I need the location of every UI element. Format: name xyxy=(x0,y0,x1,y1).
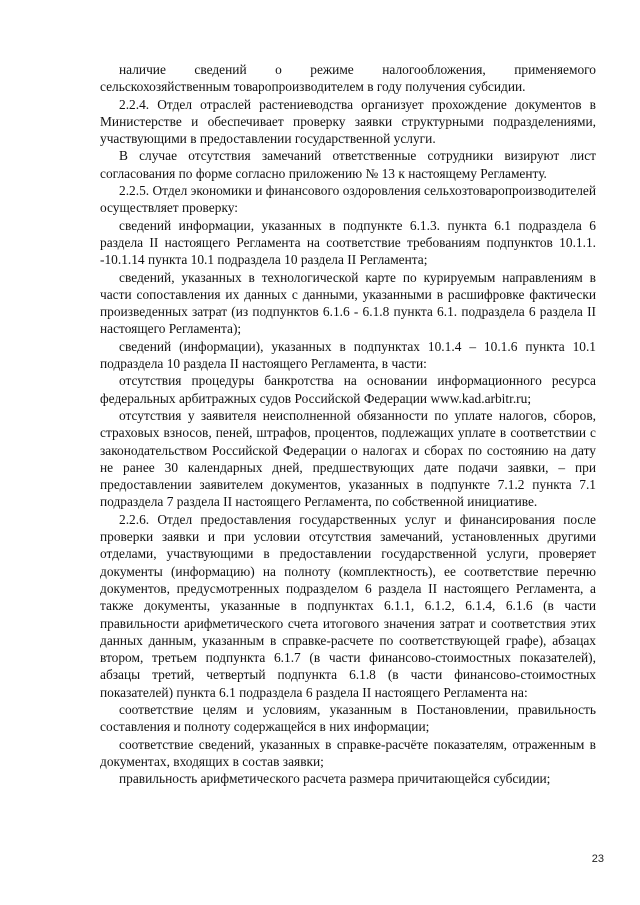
paragraph-approval-sheet: В случае отсутствия замечаний ответственные сотрудники визируют лист согласования по форме согласно приложению № 13 к настоящему Регламенту. xyxy=(100,148,596,181)
paragraph-tax-debt: отсутствия у заявителя неисполненной обязанности по уплате налогов, сборов, страховых взносов, пеней, штрафов, процентов, подлежащих уплате в соответствии с законодательством Российской Федерации о налогах и сборах по состоянию на дату не ранее 30 календарных дней, предшествующих дате подачи заявки, – при предоставлении заявителем документов, указанных в подпункте 7.1.2 пункта 7.1 подраздела 7 раздела II настоящего Регламента, по собственной инициативе. xyxy=(100,407,596,510)
document-page xyxy=(100,61,596,787)
paragraph-2-2-6: 2.2.6. Отдел предоставления государственных услуг и финансирования после проверки заявки и при условии отсутствия замечаний, установленных другими отделами, участвующими в предоставлении государственной услуги, проверяет документы (информацию) на полноту (комплектность), ее соответствие перечню документов, предусмотренных подразделом 6 раздела II настоящего Регламента, а также документы, указанные в подпунктах 6.1.1, 6.1.2, 6.1.4, 6.1.6 (в части правильности арифметического счета итогового значения затрат и соответствия этих данных данным, указанным в справке-расчете по соответствующей графе), абзацах втором, третьем подпункта 6.1.7 (в части финансово-стоимостных показателей), абзацы третий, четвертый подпункта 6.1.8 (в части финансово-стоимостных показателей) пункта 6.1 подраздела 6 раздела II настоящего Регламента на: xyxy=(100,511,596,700)
paragraph-arithmetic-check: правильность арифметического расчета размера причитающейся субсидии; xyxy=(119,771,551,787)
page-number: 23 xyxy=(591,853,604,865)
paragraph-2-2-4: 2.2.4. Отдел отраслей растениеводства организует прохождение документов в Министерстве и обеспечивает проверку заявки структурными подразделениями, участвующими в предоставлении государственной услуги. xyxy=(100,96,596,147)
paragraph-check-10-1-4: сведений (информации), указанных в подпунктах 10.1.4 – 10.1.6 пункта 10.1 подраздела 10 раздела II настоящего Регламента, в части: xyxy=(100,338,596,372)
paragraph-2-2-5: 2.2.5. Отдел экономики и финансового оздоровления сельхозтоваропроизводителей осуществляет проверку: xyxy=(100,183,596,216)
paragraph-conformity-goals: соответствие целям и условиям, указанным в Постановлении, правильность составления и полноту содержащейся в них информации; xyxy=(100,701,596,735)
paragraph-tax-regime: наличие сведений о режиме налогообложения, применяемого сельскохозяйственным товаропроизводителем в году получения субсидии. xyxy=(100,62,596,95)
paragraph-bankruptcy: отсутствия процедуры банкротства на основании информационного ресурса федеральных арбитражных судов Российской Федерации www.kad.arbitr.ru; xyxy=(100,373,596,406)
paragraph-technology-map: сведений, указанных в технологической карте по курируемым направлениям в части сопоставления их данных с данными, указанными в расшифровке фактически произведенных затрат (из подпунктов 6.1.6 - 6.1.8 пункта 6.1. подраздела 6 раздела II настоящего Регламента); xyxy=(100,269,596,337)
paragraph-conformity-calculation: соответствие сведений, указанных в справке-расчёте показателям, отраженным в документах, входящих в состав заявки; xyxy=(100,736,596,769)
paragraph-check-6-1-3: сведений информации, указанных в подпункте 6.1.3. пункта 6.1 подраздела 6 раздела II настоящего Регламента на соответствие требованиям подпунктов 10.1.1. -10.1.14 пункта 10.1 подраздела 10 раздела II Регламента; xyxy=(100,217,596,268)
